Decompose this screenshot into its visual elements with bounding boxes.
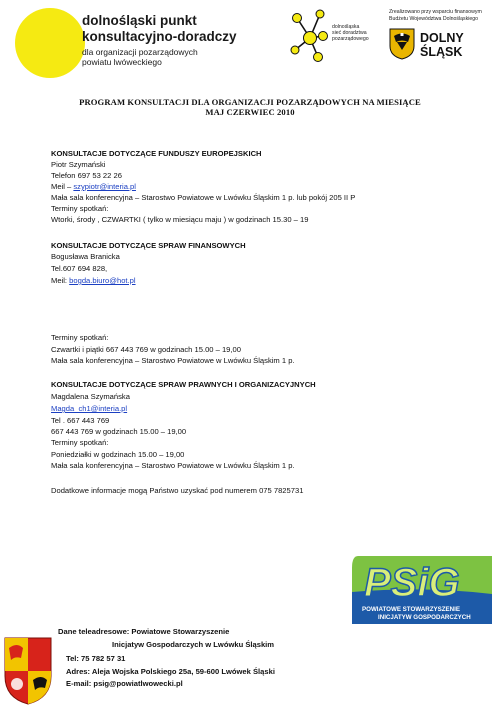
section-3-email-link[interactable]: Magda_ch1@interia.pl — [51, 404, 128, 413]
section-1-schedule-label: Terminy spotkań: — [51, 204, 109, 213]
network-line3: pozarządowego — [332, 36, 369, 43]
network-line1: dolnośląska — [332, 24, 360, 30]
title-line1: PROGRAM KONSULTACJI DLA ORGANIZACJI POZARZĄDOWYCH NA MIESIĄCE — [79, 97, 421, 107]
section-2-schedule-label: Terminy spotkań: — [51, 333, 109, 342]
document-title — [0, 97, 500, 117]
section-3-name: Magdalena Szymańska — [51, 392, 130, 401]
org-subtitle-line2: powiatu lwóweckiego — [82, 57, 162, 67]
additional-info: Dodatkowe informacje mogą Państwo uzyskać pod numerem 075 7825731 — [51, 486, 304, 495]
footer-email: E-mail: psig@powiatlwowecki.pl — [66, 679, 183, 688]
org-name-line2: konsultacyjno-doradczy — [82, 29, 237, 44]
region-shield-icon — [389, 28, 415, 60]
psig-band-line2: INICJATYW GOSPODARCZYCH — [378, 614, 471, 621]
section-2-schedule: Czwartki i piątki 667 443 769 w godzinach 15.00 – 19,00 — [51, 345, 241, 354]
section-1-mail-label: Meil – — [51, 182, 74, 191]
org-name — [82, 13, 237, 45]
region-line1: DOLNY — [420, 31, 464, 45]
section-1-name: Piotr Szymański — [51, 160, 106, 169]
footer-phone: Tel: 75 782 57 31 — [66, 654, 126, 663]
section-2-email-link[interactable]: bogda.biuro@hot.pl — [69, 276, 136, 285]
section-3-schedule: Poniedziałki w godzinach 15.00 – 19,00 — [51, 450, 185, 459]
section-1-phone: Telefon 697 53 22 26 — [51, 171, 122, 180]
footer-line2: Inicjatyw Gospodarczych w Lwówku Śląskim — [112, 640, 275, 649]
section-3-schedule-label: Terminy spotkań: — [51, 438, 109, 447]
psig-logo-icon — [352, 556, 492, 624]
title-line2: MAJ CZERWIEC 2010 — [205, 107, 295, 117]
funding-line1: Zrealizowano przy wsparciu finansowym — [389, 9, 482, 15]
funding-line2: Budżetu Województwa Dolnośląskiego — [389, 15, 479, 22]
section-2-heading: KONSULTACJE DOTYCZĄCE SPRAW FINANSOWYCH — [51, 241, 246, 250]
psig-band-line1: POWIATOWE STOWARZYSZENIE — [362, 606, 460, 613]
county-shield-icon — [3, 636, 53, 706]
org-subtitle-line1: dla organizacji pozarządowych — [82, 47, 198, 57]
footer-address: Adres: Aleja Wojska Polskiego 25a, 59-600 Lwówek Śląski — [66, 667, 275, 676]
section-2-place: Mała sala konferencyjna – Starostwo Powiatowe w Lwówku Śląskim 1 p. — [51, 356, 295, 365]
section-3-phone: Tel . 667 443 769 — [51, 416, 110, 425]
section-1-mail-row — [51, 182, 136, 193]
section-1-email-link[interactable]: szypiotr@interia.pl — [73, 182, 136, 191]
section-1-heading: KONSULTACJE DOTYCZĄCE FUNDUSZY EUROPEJSKICH — [51, 149, 262, 158]
section-1-place: Mała sala konferencyjna – Starostwo Powiatowe w Lwówku Śląskim 1 p. lub pokój 205 II P — [51, 193, 356, 202]
network-line2: sieć doradztwa — [332, 30, 367, 37]
psig-logo-text: PSiG — [364, 561, 460, 605]
region-line2: ŚLĄSK — [420, 45, 463, 59]
section-2-mail-label: Meil: — [51, 276, 70, 285]
section-2-name: Bogusława Branicka — [51, 252, 120, 261]
yellow-circle-logo — [15, 8, 85, 78]
footer-line1: Dane teleadresowe: Powiatowe Stowarzyszenie — [58, 627, 230, 636]
org-name-line1: dolnośląski punkt — [82, 13, 197, 28]
funding-note — [389, 9, 499, 22]
section-3-heading: KONSULTACJE DOTYCZĄCE SPRAW PRAWNYCH I ORGANIZACYJNYCH — [51, 380, 316, 389]
section-2-phone: Tel.607 694 828, — [51, 264, 108, 273]
network-logo-text — [332, 24, 382, 43]
network-logo-icon — [290, 8, 330, 64]
region-name — [420, 31, 464, 59]
section-3-place: Mała sala konferencyjna – Starostwo Powiatowe w Lwówku Śląskim 1 p. — [51, 461, 295, 470]
section-3-phone2: 667 443 769 w godzinach 15.00 – 19,00 — [51, 427, 187, 436]
section-1-schedule: Wtorki, środy , CZWARTKI ( tylko w miesiącu maju ) w godzinach 15.30 – 19 — [51, 215, 309, 224]
section-2-mail-row — [51, 276, 136, 287]
org-subtitle — [82, 47, 198, 67]
